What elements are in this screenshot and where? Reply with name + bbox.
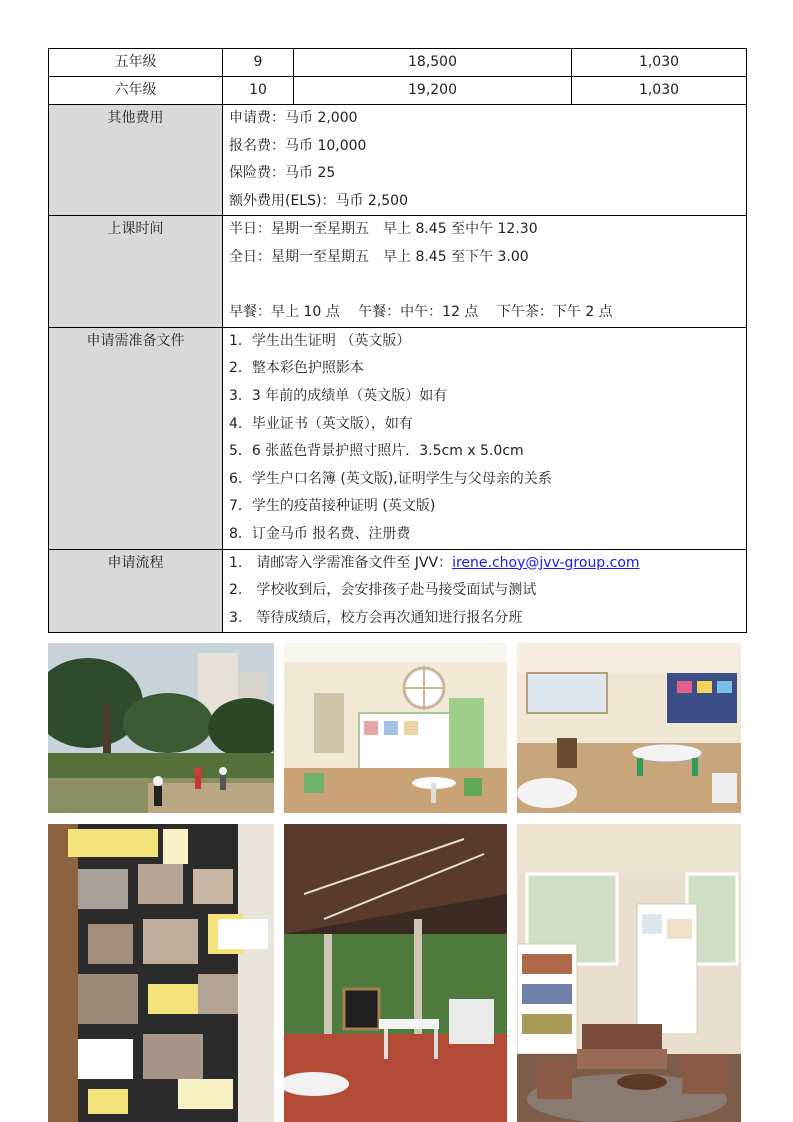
class-time-label: 上课时间 xyxy=(107,221,164,238)
other-cell: 1,030 xyxy=(572,49,747,77)
class-time-content xyxy=(223,216,747,327)
library-lounge-photo xyxy=(517,824,741,1122)
process-step xyxy=(229,550,740,578)
process-label: 申请流程 xyxy=(107,554,164,571)
documents-row xyxy=(49,327,747,549)
process-content xyxy=(223,549,747,633)
document-item: 3．3 年前的成绩单（英文版）如有 xyxy=(229,387,448,404)
fee-line: 申请费：马币 2,000 xyxy=(229,110,358,126)
meal-time-line: 早餐：早上 10 点 午餐：中午：12 点 下午茶：下午 2 点 xyxy=(229,304,613,321)
table-row xyxy=(49,49,747,77)
row-label-cell xyxy=(49,327,223,549)
classroom-round-window-photo xyxy=(284,643,507,813)
document-item: 4．毕业证书（英文版），如有 xyxy=(229,415,413,432)
process-row xyxy=(49,549,747,633)
fee-line: 报名费：马币 10,000 xyxy=(229,137,367,154)
document-item: 6．学生户口名簿 (英文版),证明学生与父母亲的关系 xyxy=(229,470,552,487)
fee-line: 额外费用(ELS)：马币 2,500 xyxy=(229,192,408,209)
row-label-cell xyxy=(49,105,223,216)
time-line: 半日：星期一至星期五 早上 8.45 至中午 12.30 xyxy=(229,221,538,238)
other-fees-content xyxy=(223,105,747,216)
documents-content xyxy=(223,327,747,549)
document-item: 2．整本彩色护照影本 xyxy=(229,360,364,377)
email-link[interactable]: irene.choy@jvv-group.com xyxy=(452,554,640,571)
documents-label: 申请需准备文件 xyxy=(86,332,185,349)
other-cell: 1,030 xyxy=(572,77,747,105)
document-item: 1．学生出生证明 （英文版） xyxy=(229,332,411,349)
step-text: 1. 请邮寄入学需准备文件至 JVV： xyxy=(229,554,453,571)
process-step: 2. 学校收到后，会安排孩子赴马接受面试与测试 xyxy=(229,582,537,599)
class-time-row xyxy=(49,216,747,327)
fee-info-table xyxy=(48,48,747,633)
time-line: 全日：星期一至星期五 早上 8.45 至下午 3.00 xyxy=(229,248,529,265)
years-cell: 10 xyxy=(223,77,294,105)
document-item: 7．学生的疫苗接种证明 (英文版) xyxy=(229,498,436,515)
document-item: 8．订金马币 报名费、注册费 xyxy=(229,525,411,542)
display-board-photo xyxy=(48,824,274,1122)
table-row xyxy=(49,77,747,105)
other-fees-label: 其他费用 xyxy=(107,110,164,126)
grade-cell: 六年级 xyxy=(49,77,223,105)
row-label-cell xyxy=(49,216,223,327)
process-step: 3. 等待成绩后，校方会再次通知进行报名分班 xyxy=(229,609,523,626)
grade-cell: 五年级 xyxy=(49,49,223,77)
other-fees-row xyxy=(49,105,747,216)
spacer xyxy=(229,272,740,300)
open-pavilion-classroom-photo xyxy=(284,824,507,1122)
fee-cell: 18,500 xyxy=(294,49,572,77)
outdoor-playground-photo xyxy=(48,643,274,813)
classroom-tables-photo xyxy=(517,643,741,813)
years-cell: 9 xyxy=(223,49,294,77)
fee-cell: 19,200 xyxy=(294,77,572,105)
fee-line: 保险费：马币 25 xyxy=(229,165,336,182)
row-label-cell xyxy=(49,549,223,633)
document-item: 5．6 张蓝色背景护照寸照片．3.5cm x 5.0cm xyxy=(229,443,524,460)
